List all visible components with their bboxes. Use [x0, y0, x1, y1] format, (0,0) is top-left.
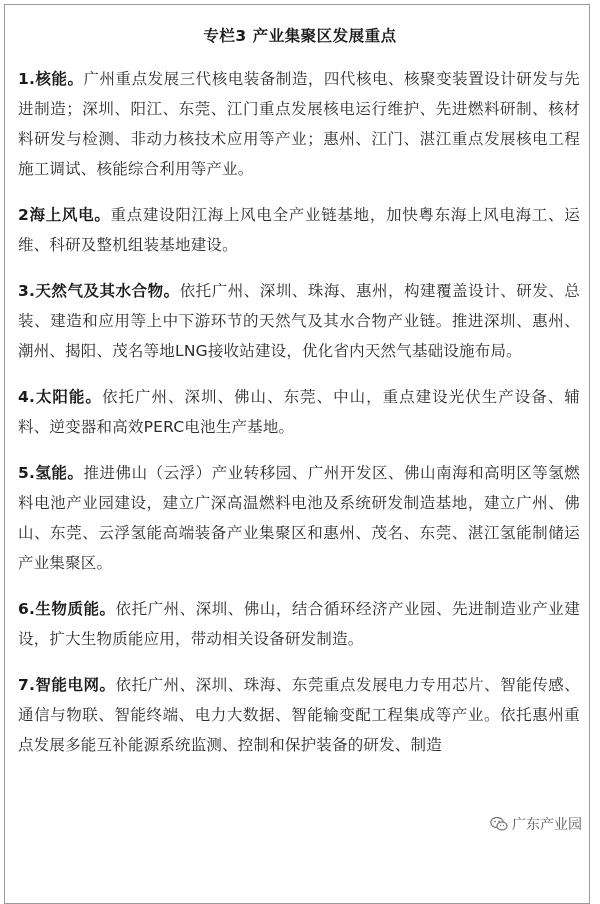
section-heading: 5.氢能。 — [18, 464, 83, 482]
document-body — [18, 64, 580, 776]
section-text: 依托广州、深圳、佛山、东莞、中山，重点建设光伏生产设备、辅料、逆变器和高效PERC电池生产基地。 — [18, 388, 580, 436]
section-heading: 1.核能。 — [18, 70, 83, 88]
section-heading: 3.天然气及其水合物。 — [18, 282, 180, 300]
section-text: 推进佛山（云浮）产业转移园、广州开发区、佛山南海和高明区等氢燃料电池产业园建设，建立广深高温燃料电池及系统研发制造基地，建立广州、佛山、东莞、云浮氢能高端装备产业集聚区和惠州、茂名、东莞、湛江氢能制储运产业集聚区。 — [18, 464, 580, 572]
section-smart-grid — [18, 670, 580, 760]
section-biomass — [18, 594, 580, 654]
section-text: 依托广州、深圳、珠海、惠州，构建覆盖设计、研发、总装、建造和应用等上中下游环节的天然气及其水合物产业链。推进深圳、惠州、潮州、揭阳、茂名等地LNG接收站建设，优化省内天然气基础设施布局。 — [18, 282, 580, 360]
section-natural-gas — [18, 276, 580, 366]
section-text: 重点建设阳江海上风电全产业链基地，加快粤东海上风电海工、运维、科研及整机组装基地建设。 — [18, 206, 580, 254]
watermark — [486, 812, 586, 836]
wechat-icon — [490, 816, 508, 832]
section-solar — [18, 382, 580, 442]
section-heading: 6.生物质能。 — [18, 600, 116, 618]
watermark-text: 广东产业园 — [512, 814, 582, 834]
section-hydrogen — [18, 458, 580, 578]
section-heading: 2海上风电。 — [18, 206, 111, 224]
section-offshore-wind — [18, 200, 580, 260]
section-text: 依托广州、深圳、佛山，结合循环经济产业园、先进制造业产业建设，扩大生物质能应用，带动相关设备研发制造。 — [18, 600, 580, 648]
section-heading: 7.智能电网。 — [18, 676, 116, 694]
section-nuclear — [18, 64, 580, 184]
section-text: 依托广州、深圳、珠海、东莞重点发展电力专用芯片、智能传感、通信与物联、智能终端、电力大数据、智能输变配工程集成等产业。依托惠州重点发展多能互补能源系统监测、控制和保护装备的研发、制造 — [18, 676, 580, 754]
section-text: 广州重点发展三代核电装备制造，四代核电、核聚变装置设计研发与先进制造；深圳、阳江、东莞、江门重点发展核电运行维护、先进燃料研制、核材料研发与检测、非动力核技术应用等产业；惠州、江门、湛江重点发展核电工程施工调试、核能综合利用等产业。 — [18, 70, 580, 178]
page-title: 专栏3 产业集聚区发展重点 — [0, 24, 600, 46]
section-heading: 4.太阳能。 — [18, 388, 102, 406]
